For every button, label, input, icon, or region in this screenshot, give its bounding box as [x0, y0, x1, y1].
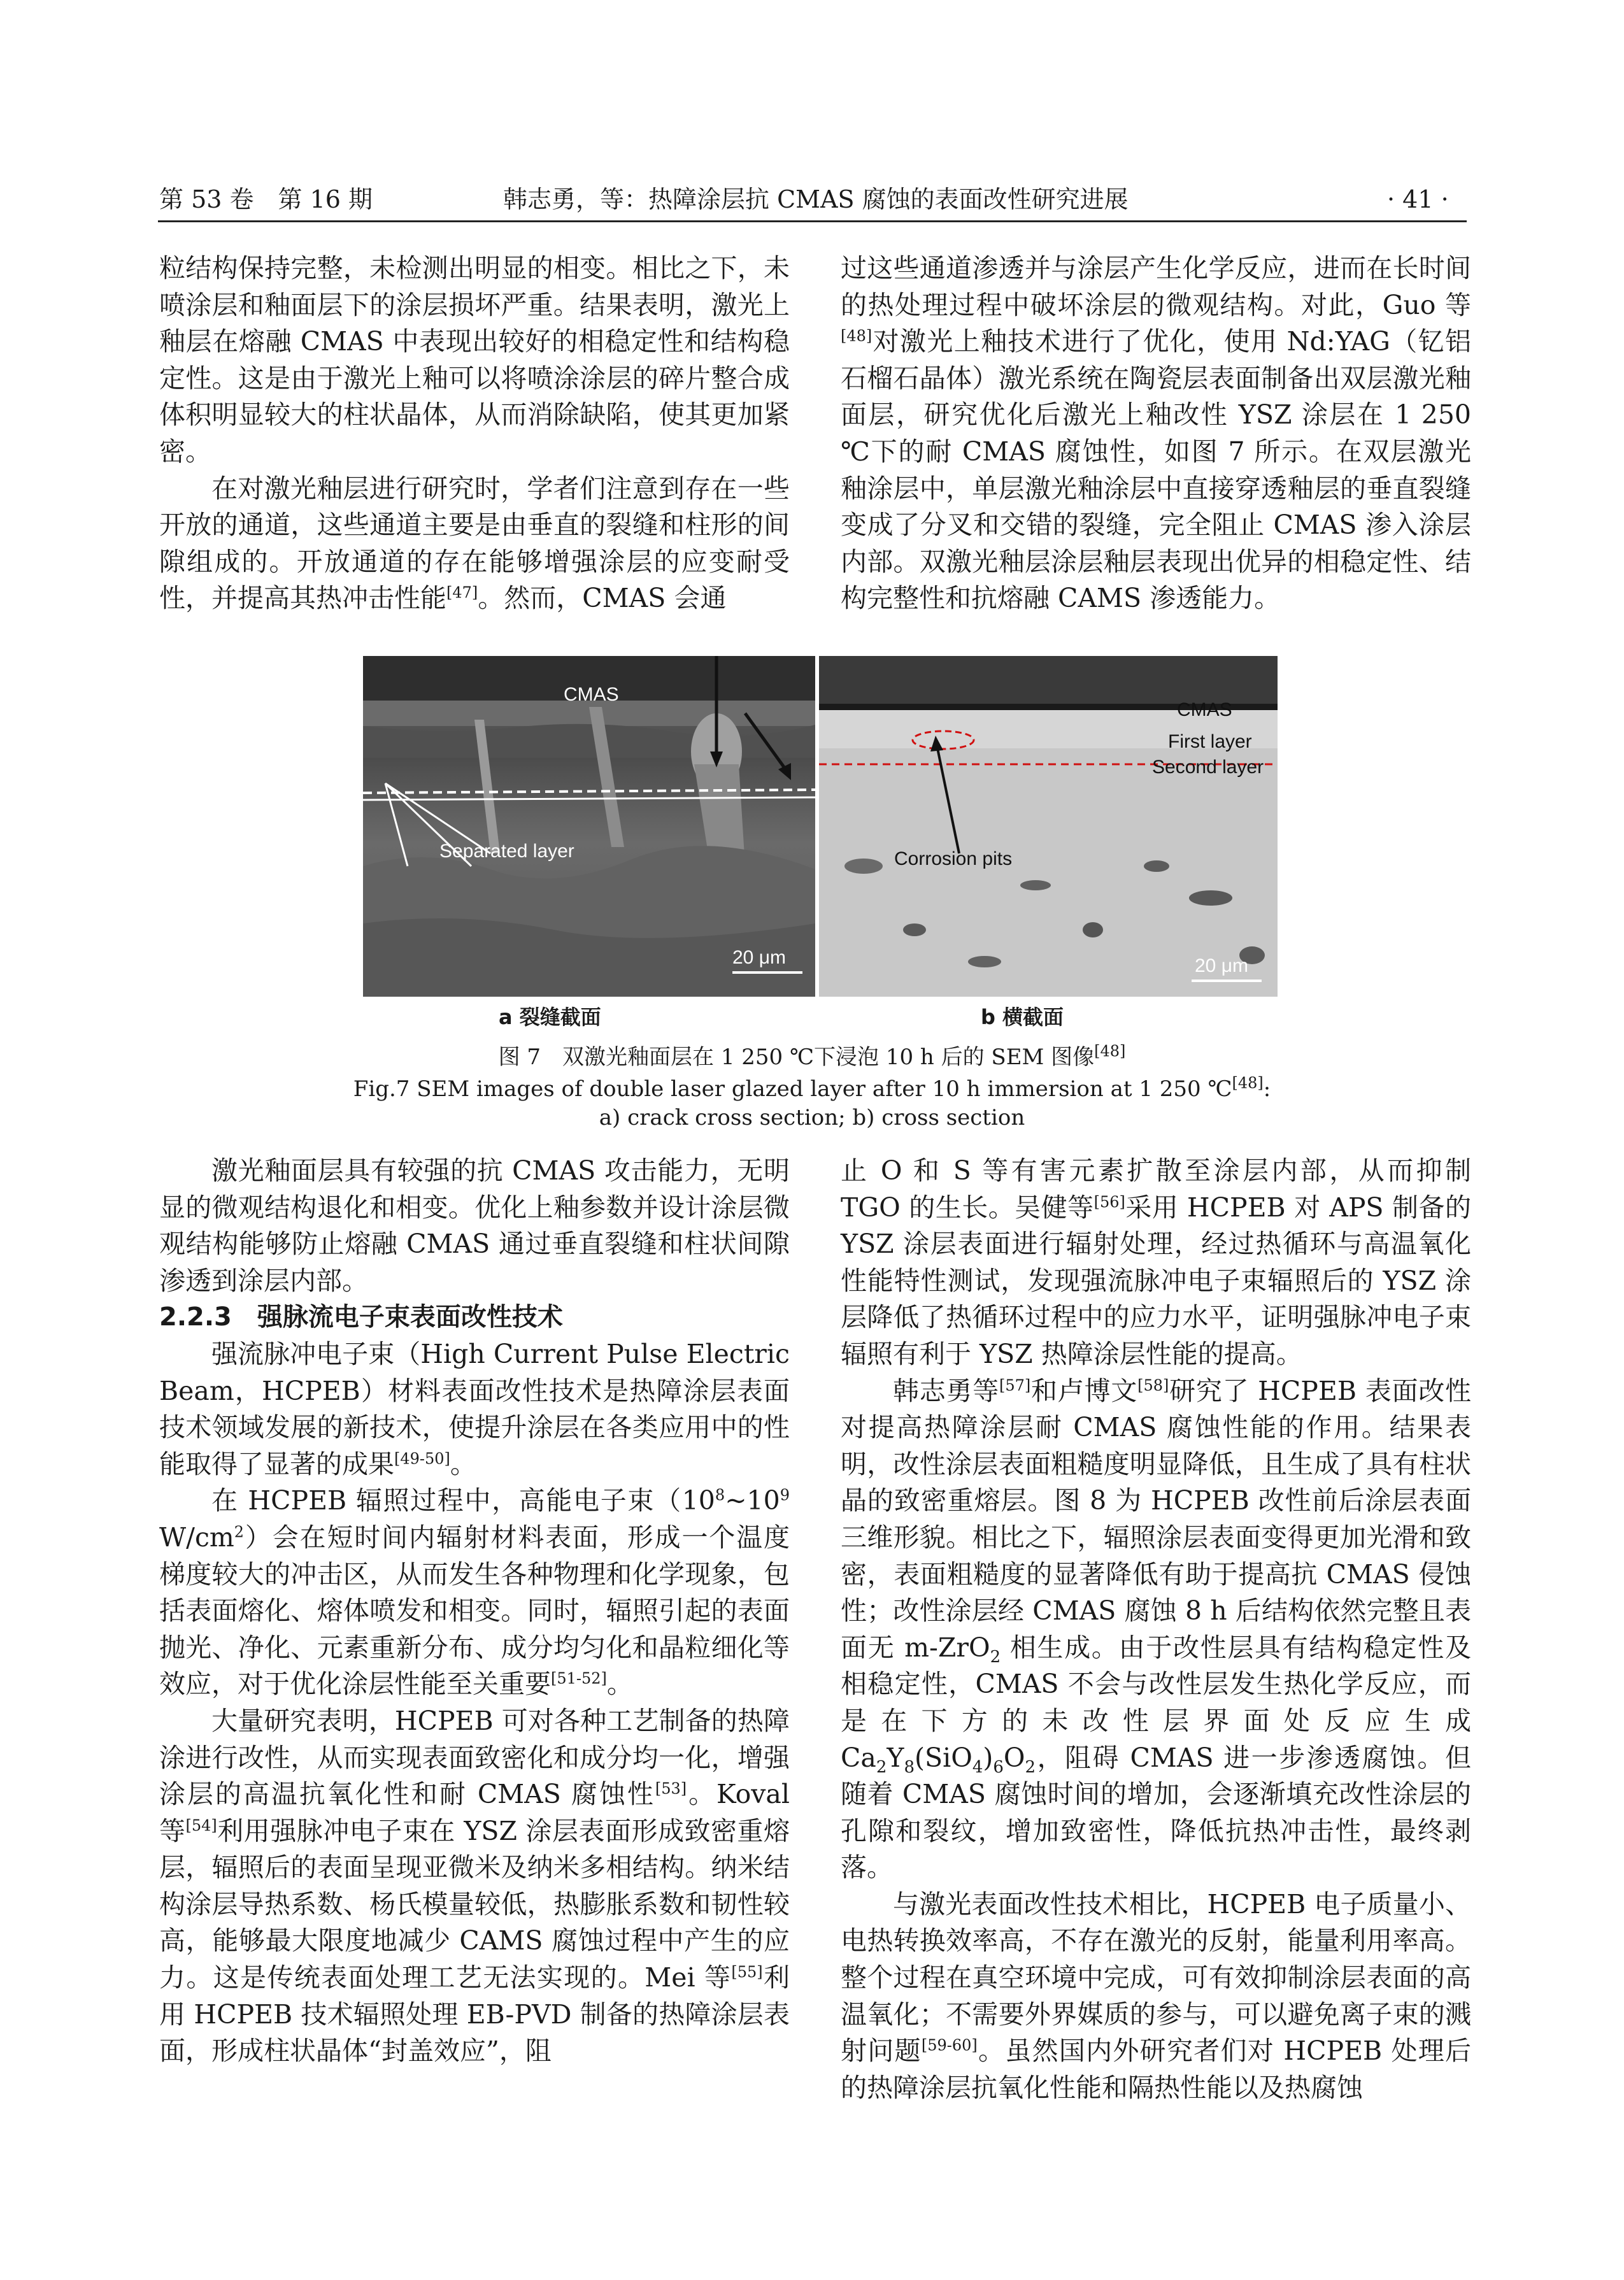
caption-en-ref: [48]	[1232, 1074, 1264, 1092]
bottom-right-column	[841, 1153, 1471, 2106]
label-cmas-left: CMAS	[564, 684, 619, 705]
paragraph: 与激光表面改性技术相比，HCPEB 电子质量小、电热转换效率高，不存在激光的反射，能量利用率高。整个过程在真空环境中完成，可有效抑制涂层表面的高温氧化；不需要外界媒质的参与，可以避免离子束的溅射问题[59-60]。虽然国内外研究者们对 HCPEB 处理后的热障涂层抗氧化性能和隔热性能以及热腐蚀	[841, 1888, 1471, 2103]
header-page-number: · 41 ·	[1387, 185, 1449, 213]
bottom-left-column	[159, 1153, 790, 2070]
paragraph: 止 O 和 S 等有害元素扩散至涂层内部，从而抑制 TGO 的生长。吴健等[56]采用 HCPEB 对 APS 制备的 YSZ 涂层表面进行辐射处理，经过热循环与高温氧化性能特性测试，发现强流脉冲电子束辐照后的 YSZ 涂层降低了热循环过程中的应力水平，证明强脉冲电子束辐照有利于 YSZ 热障涂层性能的提高。	[841, 1155, 1471, 1369]
paragraph: 强流脉冲电子束（High Current Pulse Electric Beam，HCPEB）材料表面改性技术是热障涂层表面技术领域发展的新技术，使提升涂层在各类应用中的性能取得了显著的成果[49-50]。	[159, 1338, 790, 1479]
paragraph: 激光釉面层具有较强的抗 CMAS 攻击能力，无明显的微观结构退化和相变。优化上釉参数并设计涂层微观结构能够防止熔融 CMAS 通过垂直裂缝和柱状间隙渗透到涂层内部。	[159, 1155, 790, 1296]
header-rule	[158, 220, 1467, 222]
top-left-column	[159, 250, 790, 617]
paragraph: 粒结构保持完整，未检测出明显的相变。相比之下，未喷涂层和釉面层下的涂层损坏严重。结果表明，激光上釉层在熔融 CMAS 中表现出较好的相稳定性和结构稳定性。这是由于激光上釉可以将喷涂涂层的碎片整合成体积明显较大的柱状晶体，从而消除缺陷，使其更加紧密。	[159, 253, 790, 467]
section-heading: 2.2.3 强脉流电子束表面改性技术	[159, 1302, 563, 1332]
paragraph: 大量研究表明，HCPEB 可对各种工艺制备的热障涂进行改性，从而实现表面致密化和成分均一化，增强涂层的高温抗氧化性和耐 CMAS 腐蚀性[53]。Koval 等[54]利用强脉冲电子束在 YSZ 涂层表面形成致密重熔层，辐照后的表面呈现亚微米及纳米多相结构。纳米结构涂层导热系数、杨氏模量较低，热膨胀系数和韧性较高，能够最大限度地减少 CAMS 腐蚀过程中产生的应力。这是传统表面处理工艺无法实现的。Mei 等[55]利用 HCPEB 技术辐照处理 EB-PVD 制备的热障涂层表面，形成柱状晶体“封盖效应”，阻	[159, 1705, 790, 2067]
header-title: 韩志勇，等：热障涂层抗 CMAS 腐蚀的表面改性研究进展	[503, 185, 1129, 213]
paragraph: 在 HCPEB 辐照过程中，高能电子束（$10^8\sim 10^9$ $W/cm^2$）会在短时间内辐射材料表面，形成一个温度梯度较大的冲击区，从而发生各种物理和化学现象，包括表面熔化、熔体喷发和相变。同时，辐照引起的表面抛光、净化、元素重新分布、成分均匀化和晶粒细化等效应，对于优化涂层性能至关重要[51-52]。	[159, 1485, 790, 1700]
caption-cn-text: 图 7 双激光釉面层在 1 250 ℃下浸泡 10 h 后的 SEM 图像	[498, 1044, 1095, 1070]
label-first-layer: First layer	[1168, 731, 1252, 752]
sem-image-cross-section	[819, 656, 1278, 997]
sem-image-crack-cross-section	[363, 656, 815, 997]
figure-caption-cn	[0, 1039, 1624, 1071]
figure-caption-en-line2: a) crack cross section; b) cross section	[599, 1105, 1025, 1130]
sem-crack-graphic	[363, 656, 815, 997]
label-cmas-right: CMAS	[1177, 699, 1232, 720]
caption-cn-ref: [48]	[1094, 1042, 1126, 1060]
paragraph: 韩志勇等[57]和卢博文[58]研究了 HCPEB 表面改性对提高热障涂层耐 CMAS 腐蚀性能的作用。结果表明，改性涂层表面粗糙度明显降低，且生成了具有柱状晶的致密重熔层。图 8 为 HCPEB 改性前后涂层表面三维形貌。相比之下，辐照涂层表面变得更加光滑和致密，表面粗糙度的显著降低有助于提高抗 CMAS 侵蚀性；改性涂层经 CMAS 腐蚀 8 h 后结构依然完整且表面无 m-ZrO$_2$ 相生成。由于改性层具有结构稳定性及相稳定性，CMAS 不会与改性层发生热化学反应，而是在下方的未改性层界面处反应生成 $Ca_2Y_8(SiO_4)_6O_2$，阻碍 CMAS 进一步渗透腐蚀。但随着 CMAS 腐蚀时间的增加，会逐渐填充改性涂层的孔隙和裂纹，增加致密性，降低抗热冲击性，最终剥落。	[841, 1375, 1472, 1883]
label-second-layer: Second layer	[1152, 757, 1264, 778]
figure-caption-en	[0, 1076, 1624, 1102]
label-corrosion-pits: Corrosion pits	[894, 848, 1013, 869]
caption-en-text: Fig.7 SEM images of double laser glazed layer after 10 h immersion at 1 250 ℃	[353, 1076, 1232, 1102]
figure-sublabel-b: b 横截面	[981, 1005, 1064, 1029]
label-separated-layer: Separated layer	[439, 841, 574, 862]
header-volume-issue: 第 53 卷 第 16 期	[159, 185, 373, 213]
scale-bar-label-left: 20 μm	[732, 947, 786, 968]
top-right-column	[841, 250, 1471, 617]
scale-bar-label-right: 20 μm	[1195, 955, 1248, 976]
paragraph: 过这些通道渗透并与涂层产生化学反应，进而在长时间的热处理过程中破坏涂层的微观结构。对此，Guo 等[48]对激光上釉技术进行了优化，使用 Nd:YAG（钇铝石榴石晶体）激光系统在陶瓷层表面制备出双层激光釉面层，研究优化后激光上釉改性 YSZ 涂层在 1 250 ℃下的耐 CMAS 腐蚀性，如图 7 所示。在双层激光釉涂层中，单层激光釉涂层中直接穿透釉层的垂直裂缝变成了分叉和交错的裂缝，完全阻止 CMAS 渗入涂层内部。双激光釉层涂层釉层表现出优异的相稳定性、结构完整性和抗熔融 CAMS 渗透能力。	[841, 253, 1471, 614]
figure-sublabel-a: a 裂缝截面	[499, 1005, 601, 1029]
caption-en-tail: :	[1263, 1076, 1271, 1102]
paragraph: 在对激光釉层进行研究时，学者们注意到存在一些开放的通道，这些通道主要是由垂直的裂缝和柱形的间隙组成的。开放通道的存在能够增强涂层的应变耐受性，并提高其热冲击性能[47]。然而，CMAS 会通	[159, 473, 790, 614]
